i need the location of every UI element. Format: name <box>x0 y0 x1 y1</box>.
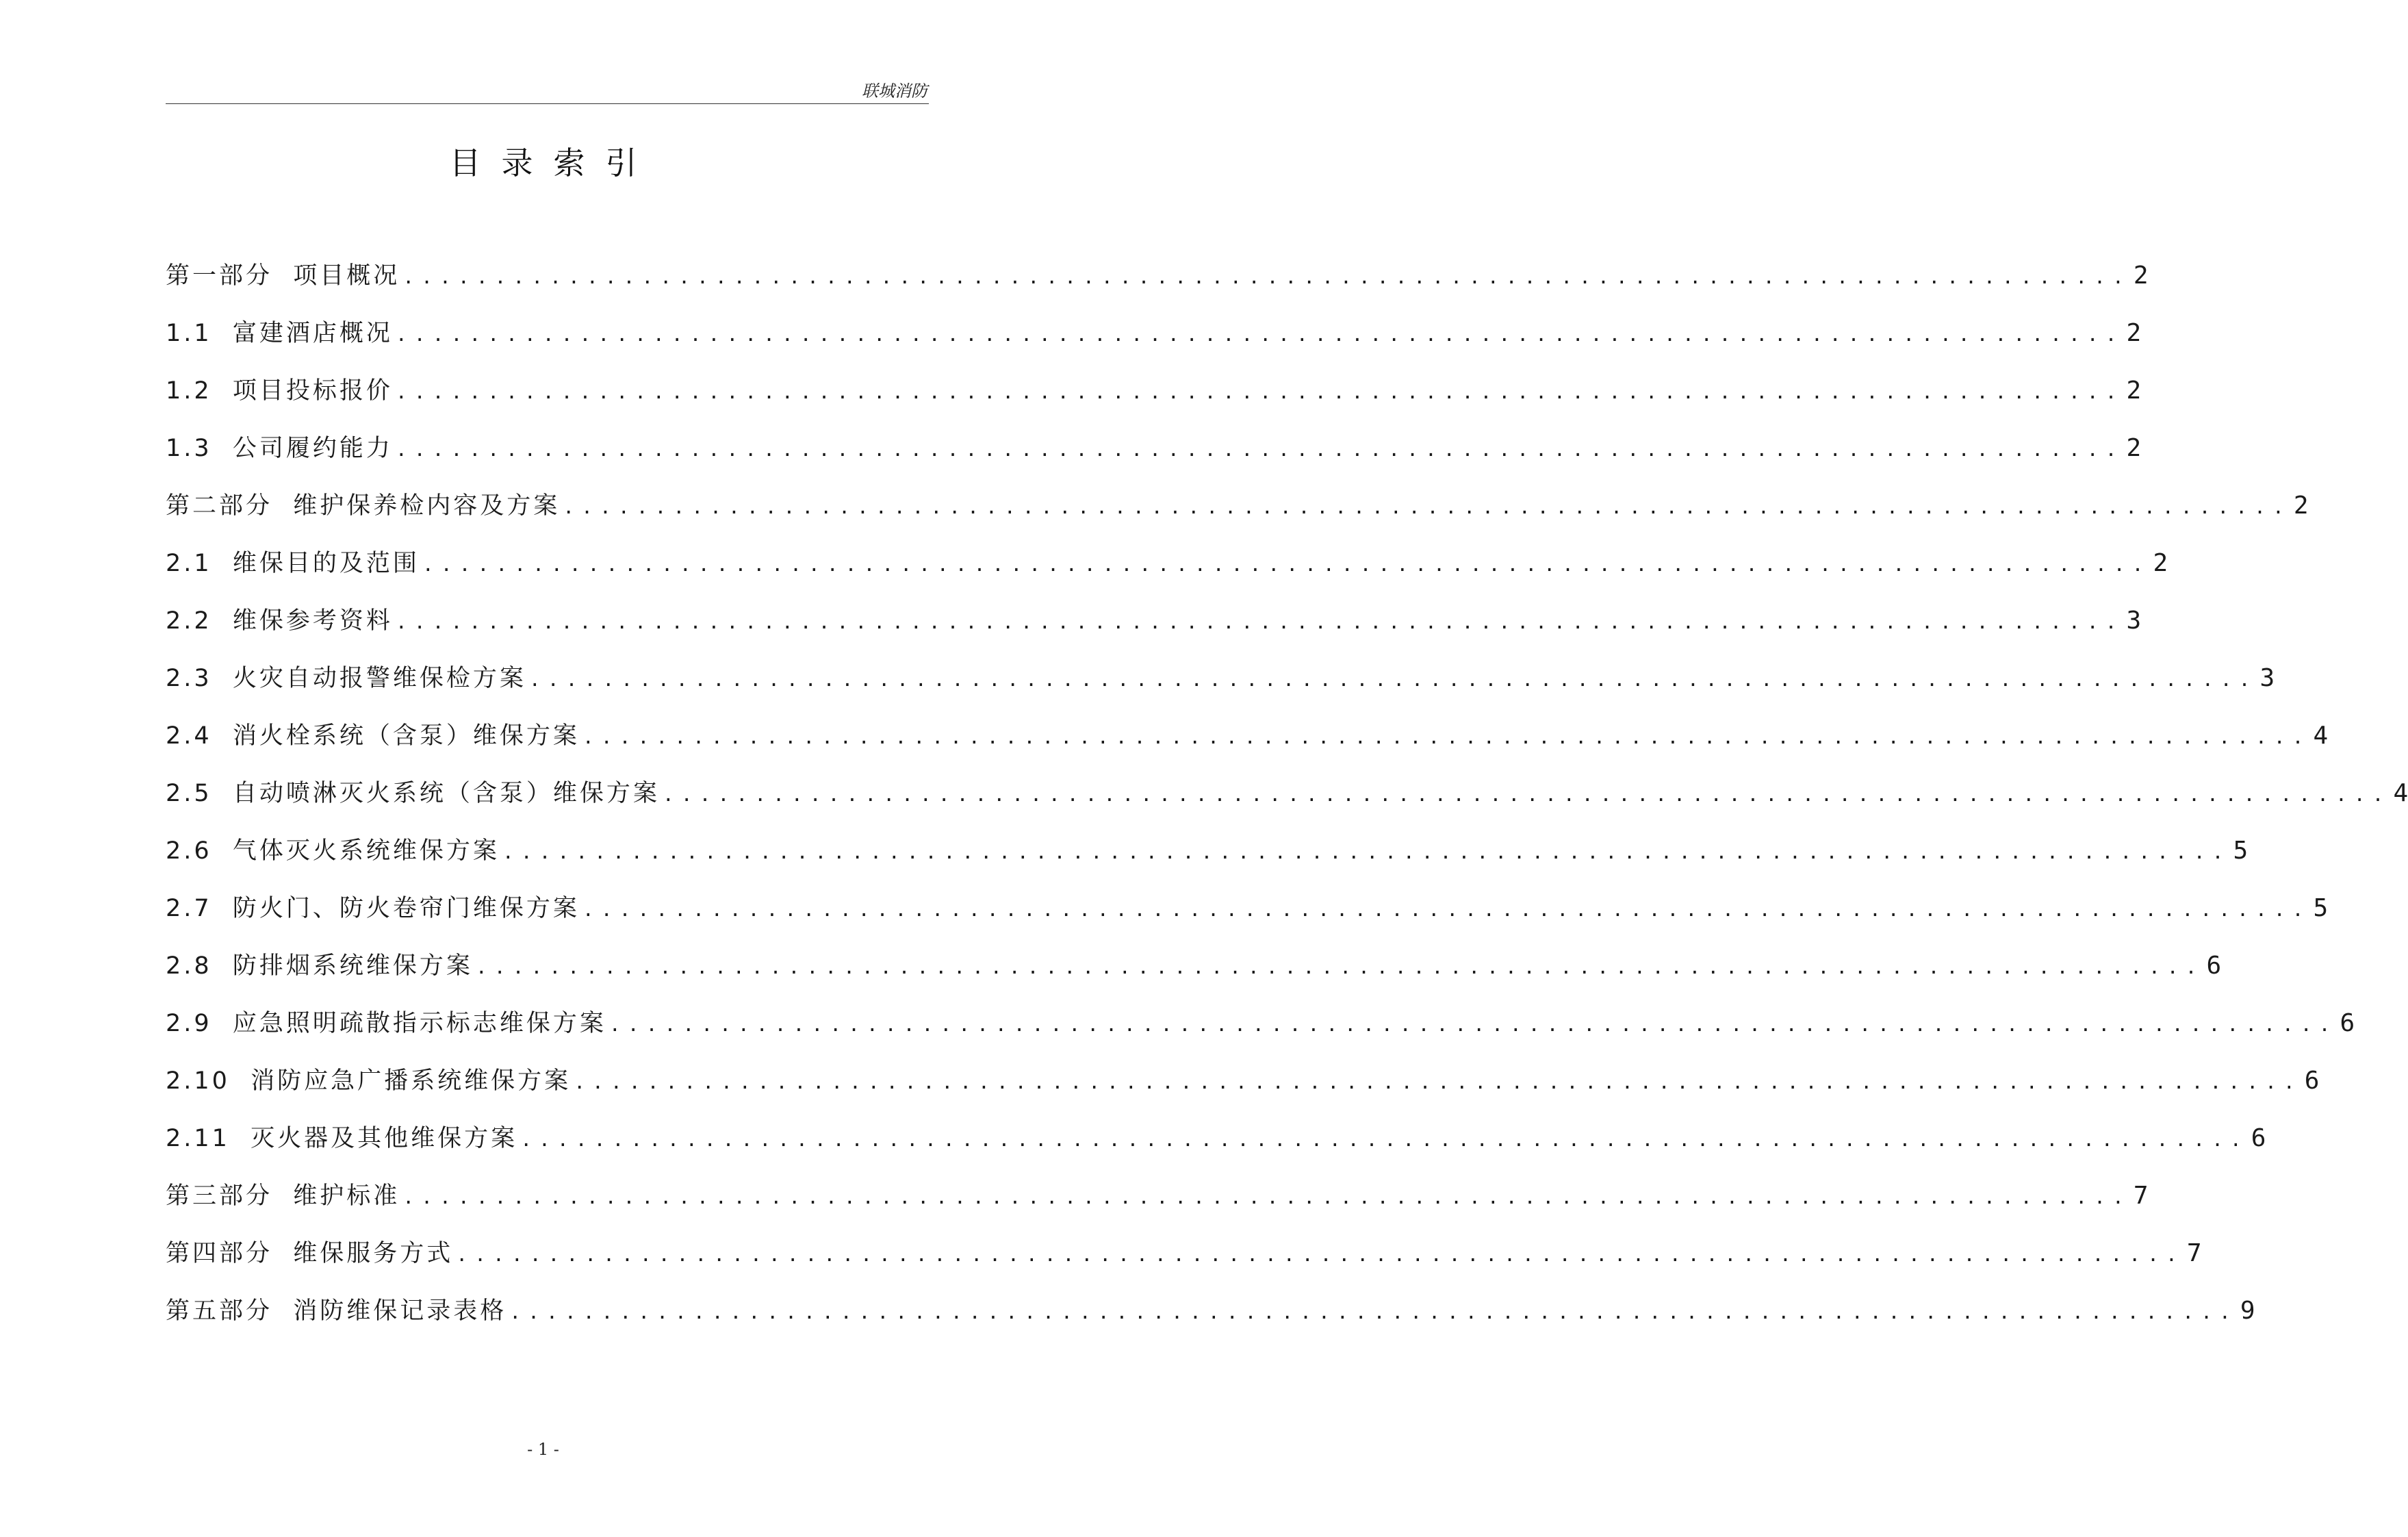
toc-entry[interactable] <box>166 539 2168 597</box>
toc-entry-page: 2 <box>2153 549 2168 577</box>
toc-entry-page: 3 <box>2259 664 2275 692</box>
toc-entry-page: 3 <box>2126 607 2142 635</box>
toc-leader-dots: .............................................................................................. <box>502 841 2231 863</box>
toc-leader-dots: .............................................................................................. <box>475 956 2204 978</box>
toc-entry[interactable] <box>166 1287 2255 1345</box>
toc-entry-title: 1.3 公司履约能力 <box>166 435 393 462</box>
toc-entry-title: 2.5 自动喷淋灭火系统（含泵）维保方案 <box>166 780 660 807</box>
footer-page-number: - 1 - <box>527 1440 559 1459</box>
toc-entry-page: 2 <box>2133 262 2149 290</box>
toc-leader-dots: .............................................................................................. <box>422 553 2151 576</box>
toc-entry-page: 2 <box>2293 492 2309 520</box>
toc-entry-page: 9 <box>2240 1297 2255 1325</box>
toc-entry[interactable] <box>166 712 2329 770</box>
toc-entry[interactable] <box>166 655 2275 712</box>
toc-entry-title: 2.3 火灾自动报警维保检方案 <box>166 665 526 692</box>
toc-leader-dots: .............................................................................................. <box>528 668 2257 691</box>
toc-leader-dots: .............................................................................................. <box>402 266 2131 288</box>
toc-entry[interactable] <box>166 309 2142 367</box>
toc-leader-dots: .............................................................................................. <box>582 726 2311 748</box>
toc-entry[interactable] <box>166 770 2408 827</box>
toc-leader-dots: .............................................................................................. <box>395 323 2124 346</box>
toc-entry-title: 2.7 防火门、防火卷帘门维保方案 <box>166 895 580 922</box>
toc-leader-dots: .............................................................................................. <box>609 1013 2337 1036</box>
toc-entry-page: 2 <box>2126 434 2142 462</box>
header-company-name: 联城消防 <box>862 81 927 101</box>
toc-entry-title: 2.8 防排烟系统维保方案 <box>166 952 473 980</box>
toc-entry-page: 6 <box>2340 1009 2355 1037</box>
toc-entry-title: 2.11 灭火器及其他维保方案 <box>166 1125 518 1152</box>
toc-entry[interactable] <box>166 1000 2355 1057</box>
toc-leader-dots: .............................................................................................. <box>509 1301 2238 1323</box>
toc-entry[interactable] <box>166 827 2249 885</box>
toc-entry[interactable] <box>166 885 2329 942</box>
toc-entry-title: 第四部分 维保服务方式 <box>166 1240 454 1267</box>
toc-entry[interactable] <box>166 1172 2149 1230</box>
toc-entry-title: 2.2 维保参考资料 <box>166 607 393 635</box>
toc-leader-dots: .............................................................................................. <box>395 381 2124 403</box>
toc-entry[interactable] <box>166 1057 2320 1115</box>
toc-leader-dots: .............................................................................................. <box>563 496 2291 518</box>
toc-entry-title: 第一部分 项目概况 <box>166 262 400 290</box>
toc-leader-dots: .............................................................................................. <box>402 1186 2131 1208</box>
toc-entry-title: 1.1 富建酒店概况 <box>166 320 393 347</box>
toc-entry[interactable] <box>166 1115 2266 1172</box>
toc-leader-dots: .............................................................................................. <box>395 438 2124 461</box>
toc-leader-dots: .............................................................................................. <box>395 611 2124 633</box>
toc-entry[interactable] <box>166 1230 2202 1287</box>
toc-entry-title: 第二部分 维护保养检内容及方案 <box>166 492 561 520</box>
toc-entry[interactable] <box>166 942 2222 1000</box>
toc-entry-page: 2 <box>2126 377 2142 405</box>
toc-entry-title: 第五部分 消防维保记录表格 <box>166 1297 507 1325</box>
toc-entry[interactable] <box>166 597 2142 655</box>
toc-leader-dots: .............................................................................................. <box>662 783 2391 806</box>
toc-entry-page: 5 <box>2313 894 2329 922</box>
toc-entry[interactable] <box>166 482 2309 539</box>
toc-entry[interactable] <box>166 367 2142 424</box>
page-title: 目录索引 <box>449 144 658 181</box>
toc-entry-page: 5 <box>2233 837 2249 865</box>
toc-entry-page: 7 <box>2186 1239 2202 1267</box>
toc-entry-title: 第三部分 维护标准 <box>166 1182 400 1210</box>
toc-entry-page: 2 <box>2126 319 2142 347</box>
toc-leader-dots: .............................................................................................. <box>582 898 2311 921</box>
toc-leader-dots: .............................................................................................. <box>520 1128 2249 1151</box>
toc-entry-page: 6 <box>2304 1067 2320 1095</box>
toc-entry-title: 2.9 应急照明疏散指示标志维保方案 <box>166 1010 606 1037</box>
toc-leader-dots: .............................................................................................. <box>574 1071 2302 1093</box>
toc-entry-title: 2.1 维保目的及范围 <box>166 550 420 577</box>
toc-entry-title: 2.4 消火栓系统（含泵）维保方案 <box>166 722 580 750</box>
toc-entry-page: 4 <box>2313 722 2329 750</box>
toc-entry-page: 6 <box>2206 952 2222 980</box>
toc-entry[interactable] <box>166 252 2149 309</box>
toc-entry-page: 6 <box>2251 1124 2266 1152</box>
toc-entry[interactable] <box>166 424 2142 482</box>
toc-entry-title: 1.2 项目投标报价 <box>166 377 393 405</box>
toc-entry-page: 4 <box>2393 779 2408 807</box>
table-of-contents <box>166 252 2408 1345</box>
toc-leader-dots: .............................................................................................. <box>456 1243 2184 1266</box>
header-divider <box>166 103 929 104</box>
toc-entry-page: 7 <box>2133 1182 2149 1210</box>
toc-entry-title: 2.10 消防应急广播系统维保方案 <box>166 1067 572 1095</box>
toc-entry-title: 2.6 气体灭火系统维保方案 <box>166 837 500 865</box>
